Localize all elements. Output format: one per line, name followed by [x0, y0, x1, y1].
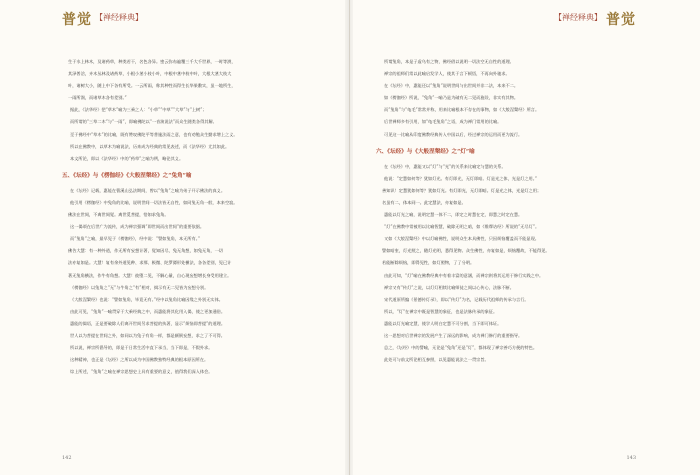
paragraph: 《大般涅槃经》也说：“譬如兔角，毕竟无有。”经中以兔角比喻因缘之外别无实体。 — [70, 296, 223, 302]
quote-line: 佛法在世间，不离世间觉。离世觅菩提，恰如求兔角。 — [68, 212, 169, 218]
paragraph: 据此，《法华经》把“草木”喻为三乘之人：“小草”“中草”“大草”与“上树”； — [70, 107, 207, 113]
paragraph: 他引用《楞伽经》中兔角的比喻，说明世间一切法皆无自性，如同兔无角一般，本来空寂。 — [70, 199, 238, 205]
paragraph: 世人以为菩提在世间之外，如同以为兔子有角一样，都是颠倒妄想，求之了不可得。 — [70, 332, 225, 338]
paragraph: 所以，“灯”在禅宗中既是智慧的象征，也是法脉传承的象征。 — [384, 308, 498, 314]
paragraph: 所以说，禅宗所倡导的，即是于日常生活中直下承当，当下即是，不假外求。 — [70, 345, 213, 351]
section-heading: 五、《坛经》与《楞伽经》《大般涅槃经》之“兔角”喻 — [62, 172, 192, 179]
left-header — [62, 0, 327, 34]
left-header-logo: 普觉 — [62, 12, 92, 28]
paragraph: 《楞伽经》以兔角之“无”与牛角之“有”相对，揭示有无二见皆为妄想分别。 — [70, 284, 209, 290]
paragraph: 这种精神，也正是《坛经》之所以成为中国佛教独特经典的根本原因所在。 — [70, 357, 209, 363]
right-page-body — [376, 56, 636, 445]
paragraph: 本文所论，即以《法华经》中的“药草”之喻为例，略论其义。 — [70, 155, 184, 161]
paragraph: 所以在佛教中，以草木为喻说法，历来成为经典的常见表述，而《法华经》尤其如此。 — [70, 143, 230, 149]
quote-line: 譬如暗室，灯光照之，随灯光明，悉得见物。众生佛性，亦复如是，烦恼覆故，不能得见。 — [382, 248, 550, 254]
paragraph: 这一思想对后世禅宗的发展产生了深远的影响，成为禅门修行的重要指导。 — [384, 332, 523, 338]
left-page-number: 142 — [62, 455, 72, 461]
paragraph: 在《坛经》中，惠能还以“兔角”说明世间与出世间并非二法，本来不二。 — [384, 83, 519, 89]
left-header-badge: 【禅经释典】 — [95, 13, 143, 22]
paragraph: 惠能以灯光喻定慧，使学人明白定慧不可分割，当下即可体证。 — [384, 320, 502, 326]
quote-line: 生于水上林木，及诸药草，种类若干，名色各异。密云弥布遍覆三千大千世界，一时等澍， — [68, 59, 236, 64]
quote-line: 法亦复如是。大慧！复有余外道见种、求那、极微、陀罗骠形处横法，各各差别，见已计 — [68, 260, 232, 266]
quote-line: 若能断除烦恼，即得见性，如灯照物，了了分明。 — [382, 260, 475, 266]
paragraph: 这一偈颂在后世广为流传，成为禅宗强调“即世间而出世间”的重要依据。 — [70, 224, 205, 230]
quote-line: 佛告大慧：有一种外道，作无所有妄想计著，觉知因尽，兔无角想，如兔无角，一切 — [68, 248, 223, 254]
paragraph: “灯”在佛教中常被用以比喻智慧，破除无明之暗，如《维摩诘经》所说的“无尽灯”。 — [384, 224, 540, 230]
quote-line: 名虽有二，体本同一。此定慧法，亦复如是。 — [382, 199, 466, 205]
paragraph: 惠能的偈语，正是要破除人们离开世间另求菩提的执著，显示“烦恼即菩提”的道理。 — [70, 320, 226, 326]
paragraph: 惠能以灯光之喻，说明定慧一体不二，即定之时慧在定，即慧之时定在慧。 — [384, 212, 523, 218]
left-page — [0, 0, 349, 475]
paragraph: 后世禅师多有引用，如“龟毛兔角”之语，成为禅门常用的比喻。 — [384, 119, 502, 125]
quote-line: 善知识！定慧犹如何等？犹如灯光。有灯即光，无灯即暗。灯是光之体，光是灯之用； — [382, 187, 542, 193]
paragraph: 在《坛经》中，惠能又以“灯”与“光”的关系来比喻定与慧的关系。 — [384, 163, 506, 169]
paragraph: 如《楞伽经》所说，“兔角”一喻乃是为破有无二见而施设，非实有其物。 — [384, 95, 519, 101]
paragraph: 他说：“定慧如何等？犹如灯光。有灯即光，无灯即暗。灯是光之体，光是灯之用。” — [384, 175, 537, 181]
quote-line: 叶，诸树大小，随上中下各有所受。一云所雨，称其种性而得生长华果敷实，虽一地所生， — [68, 83, 236, 89]
right-page-number: 143 — [626, 455, 636, 461]
paragraph: 总之，《坛经》中的譬喻，无论是“兔角”还是“灯”，都体现了禅宗善巧方便的特色。 — [384, 345, 538, 351]
paragraph: 由此可见，“兔角”一喻贯穿于大乘经典之中，而惠能将其化用入偈，使之更加通俗。 — [70, 308, 226, 314]
paragraph: 所谓兔角，本是子虚乌有之物，佛经借以说明一切法空无自性的道理。 — [384, 59, 514, 64]
paragraph: 禅宗又有“传灯”之说，以灯灯相续比喻师徒之间以心传心，法脉不断。 — [384, 284, 514, 290]
paragraph: 此处可与前文所论相互参照，以见惠能说法之一贯宗旨。 — [384, 357, 489, 363]
paragraph: 而所谓的“三草二木”与“一雨”，即喻佛陀以“一音演说法”而众生随类各得其解。 — [70, 119, 217, 125]
paragraph: 可见这一比喻从印度佛教经典传入中国以后，经过禅宗的运用而更为流行。 — [384, 131, 523, 137]
right-page — [349, 0, 698, 475]
section-heading: 六、《坛经》与《大般涅槃经》之“灯”喻 — [376, 148, 475, 155]
paragraph: 又如《大般涅槃经》中以灯喻佛性，说明众生本具佛性，只因烦恼覆盖而不能显现。 — [384, 236, 539, 242]
right-header-badge: 【禅经释典】 — [554, 13, 602, 22]
quote-line: 其泽普洽，卉木丛林及诸药草，小根小茎小枝小叶，中根中茎中枝中叶，大根大茎大枝大 — [68, 71, 232, 77]
paragraph: 而“兔角”之喻，最早见于《楞伽经》，经中说：“譬如兔角，本无所有。” — [70, 236, 201, 242]
paragraph: 至于佛经中“草木”的比喻，既有赞叹佛陀平等普施法雨之意，也有劝勉众生勤求增上之义。 — [70, 131, 238, 137]
paragraph: 由此可知，“灯”喻在佛教经典中有着丰富的意涵，而禅宗则将其运用于修行实践之中。 — [384, 272, 544, 278]
paragraph: 禅宗的祖师们常以此喻启发学人，使其于言下顿悟，不再向外驰求。 — [384, 71, 510, 77]
quote-line: 著无兔角横法，作牛有角想。大慧！彼堕二见，不解心量，自心现妄想增长身受用建立。 — [68, 272, 232, 278]
book-gutter — [345, 0, 353, 475]
paragraph: 综上所述，“兔角”之喻在禅宗思想史上具有重要的意义，值得我们深入体会。 — [70, 369, 213, 375]
paragraph: 宋代道原所编《景德传灯录》，即以“传灯”为名，记载历代祖师的传承与言行。 — [384, 296, 529, 302]
paragraph: 在《坛经》记载，惠能在曹溪山弘法期间，曾以“兔角”之喻为弟子开示佛法的真义。 — [70, 187, 226, 193]
right-header — [376, 0, 636, 34]
paragraph: 而“兔角”与“龟毛”常常并称，用来比喻根本不存在的事物，如《大般涅槃经》所言。 — [384, 107, 540, 113]
left-page-body — [62, 56, 327, 445]
quote-line: 一雨所润，而诸草木各有差别。” — [68, 95, 127, 101]
right-header-logo: 普觉 — [606, 12, 636, 28]
